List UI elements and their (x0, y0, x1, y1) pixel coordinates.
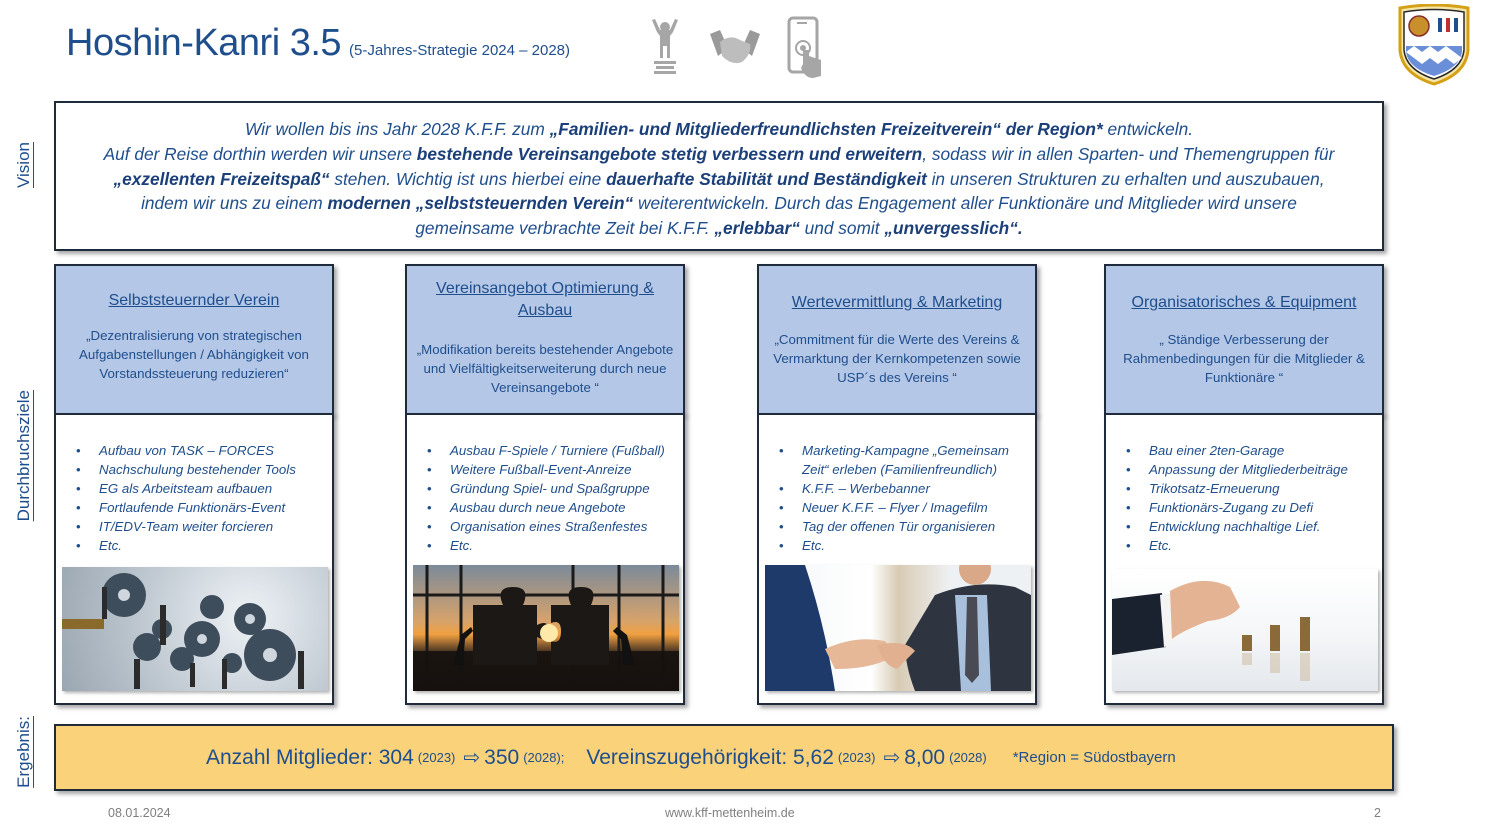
goal-measure-item: • Etc. (76, 536, 332, 555)
footer-website: www.kff-mettenheim.de (665, 806, 795, 820)
coin-stacks-photo (1112, 569, 1378, 691)
goal-body (757, 413, 1037, 705)
goal-measure-item: • Funktionärs-Zugang zu Defi (1126, 498, 1382, 517)
goal-body (405, 413, 685, 705)
goal-header (1104, 264, 1384, 415)
goal-title: Selbststeuernder Verein (108, 292, 280, 309)
goal-measure-item: • EG als Arbeitsteam aufbauen (76, 479, 332, 498)
members-to-year: (2028); (523, 750, 565, 765)
goal-title: Wertevermittlung & Marketing (791, 294, 1003, 311)
vision-statement (54, 101, 1384, 251)
goal-measure-item: • Etc. (779, 536, 1035, 555)
goal-measure-item: • Entwicklung nachhaltige Lief. (1126, 517, 1382, 536)
goal-header (757, 264, 1037, 415)
goal-title: Organisatorisches & Equipment (1131, 294, 1357, 311)
vision-line: Wir wollen bis ins Jahr 2028 K.F.F. zum „Familien- und Mitgliederfreundlichsten Freizeitverein“ der Region* entwickeln. (244, 119, 1194, 139)
slide-header (66, 22, 570, 65)
goal-measures-list (56, 415, 332, 555)
footer-page-number: 2 (1374, 806, 1381, 820)
vision-line: Auf der Reise dorthin werden wir unsere bestehende Vereinsangebote stetig verbessern und erweitern, sodass wir in allen Sparten- und Themengruppen für (103, 143, 1335, 164)
goal-header (405, 264, 685, 415)
goal-measure-item: • Tag der offenen Tür organisieren (779, 517, 1035, 536)
arrow-right-icon: ⇨ (883, 747, 901, 769)
slide-title: Hoshin-Kanri 3.5 (66, 22, 342, 64)
slide-subtitle: (5-Jahres-Strategie 2024 – 2028) (349, 42, 571, 59)
goal-column-1 (54, 264, 334, 705)
goal-measure-item: • Nachschulung bestehender Tools (76, 460, 332, 479)
goal-measure-item: • Aufbau von TASK – FORCES (76, 441, 332, 460)
goal-column-3 (757, 264, 1037, 705)
goal-measures-list (1106, 415, 1382, 555)
loyalty-target: 8,00 (904, 745, 946, 769)
goal-measure-item: • Gründung Spiel- und Spaßgruppe (427, 479, 683, 498)
handshake-icon (710, 16, 760, 80)
side-label-vision: Vision (14, 142, 33, 188)
goal-measure-item: • Ausbau durch neue Angebote (427, 498, 683, 517)
goal-measure-item: • Marketing-Kampagne „Gemeinsam Zeit“ erleben (Familienfreundlich) (779, 441, 1035, 479)
goal-measure-item: • Trikotsatz-Erneuerung (1126, 479, 1382, 498)
goal-measure-item: • Fortlaufende Funktionärs-Event (76, 498, 332, 517)
vision-line: gemeinsame verbrachte Zeit bei K.F.F. „erlebbar“ und somit „unvergesslich“. (415, 218, 1023, 239)
goal-measure-item: • K.F.F. – Werbebanner (779, 479, 1035, 498)
side-label-goals: Durchbruchsziele (14, 390, 33, 522)
goal-measure-item: • Neuer K.F.F. – Flyer / Imagefilm (779, 498, 1035, 517)
goal-quote: „Dezentralisierung von strategischen Aufgabenstellungen / Abhängigkeit von Vorstandssteuerung reduzieren“ (79, 328, 309, 381)
goal-measure-item: • Etc. (1126, 536, 1382, 555)
loyalty-to-year: (2028) (949, 750, 987, 765)
members-count: Anzahl Mitglieder: 304 (206, 745, 414, 769)
club-crest-logo (1394, 4, 1474, 86)
footer-date: 08.01.2024 (108, 806, 171, 820)
goal-body (1104, 413, 1384, 705)
goal-quote: „Commitment für die Werte des Vereins & Vermarktung der Kernkompetenzen sowie USP´s des Vereins “ (773, 332, 1021, 385)
goal-measures-list (407, 415, 683, 555)
goal-measure-item: • IT/EDV-Team weiter forcieren (76, 517, 332, 536)
goal-header (54, 264, 334, 415)
goal-column-4 (1104, 264, 1384, 705)
goal-title: Vereinsangebot Optimierung & Ausbau (436, 280, 654, 319)
goal-measure-item: • Bau einer 2ten-Garage (1126, 441, 1382, 460)
header-icons (640, 16, 830, 80)
vision-line: indem wir uns zu einem modernen „selbststeuernden Verein“ weiterentwickeln. Durch das Engagement aller Funktionäre und Mitglieder wird unsere (141, 193, 1297, 214)
goal-body (54, 413, 334, 705)
goal-measure-item: • Weitere Fußball-Event-Anreize (427, 460, 683, 479)
goal-measure-item: • Ausbau F-Spiele / Turniere (Fußball) (427, 441, 683, 460)
goal-measures-list (759, 415, 1035, 555)
goal-measure-item: • Organisation eines Straßenfestes (427, 517, 683, 536)
puzzle-pieces-sunset-photo (413, 565, 679, 691)
region-footnote: *Region = Südostbayern (1012, 749, 1176, 766)
person-podium-icon (640, 16, 690, 80)
loyalty-from-year: (2023) (837, 750, 876, 765)
goal-measure-item: • Etc. (427, 536, 683, 555)
goal-quote: „ Ständige Verbesserung der Rahmenbedingungen für die Mitglieder & Funktionäre “ (1123, 332, 1365, 385)
goal-column-2 (405, 264, 685, 705)
loyalty-years: Vereinszugehörigkeit: 5,62 (586, 745, 834, 769)
business-handshake-photo (765, 565, 1031, 691)
vision-line: „exzellenten Freizeitspaß“ stehen. Wichtig ist uns hierbei eine dauerhafte Stabilität und Beständigkeit in unseren Strukturen zu erhalten und auszubauen, (113, 168, 1325, 189)
members-target: 350 (484, 745, 520, 769)
smartphone-touch-icon (780, 16, 830, 80)
result-banner (54, 724, 1394, 791)
members-from-year: (2023) (417, 750, 456, 765)
arrow-right-icon: ⇨ (463, 747, 481, 769)
goal-measure-item: • Anpassung der Mitgliederbeiträge (1126, 460, 1382, 479)
gears-teamwork-photo (62, 567, 328, 691)
side-label-result: Ergebnis: (14, 716, 33, 788)
goal-quote: „Modifikation bereits bestehender Angebote und Vielfältigkeitserweiterung durch neue Vereinsangebote “ (416, 342, 674, 395)
